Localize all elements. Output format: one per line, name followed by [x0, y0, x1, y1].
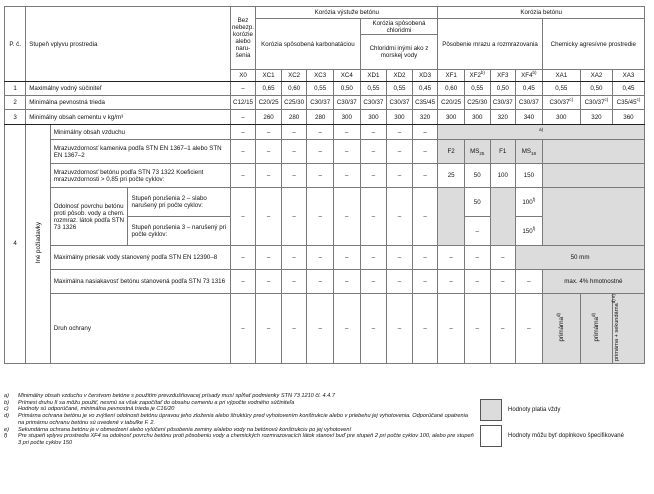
cell: – [387, 270, 413, 294]
chloridmi-ine-header: Chloridmi inými ako z morskej vody [360, 35, 438, 70]
cell: – [412, 125, 438, 140]
row-label: Mrazuvzdornosť kameniva podľa STN EN 1367–1 alebo STN EN 1367–2 [50, 140, 230, 164]
code-xf4: XF4$^{b)}$ [516, 70, 543, 82]
cell: – [333, 188, 360, 246]
cell: – [333, 140, 360, 164]
cell: 0,50 [490, 82, 516, 96]
korozia-betonu-header: Korózia betónu [438, 7, 645, 19]
karbonatacia-header: Korózia spôsobená karbonatáciou [256, 19, 360, 70]
cell: 360 [612, 110, 644, 125]
cell: – [360, 140, 387, 164]
cell: – [230, 82, 256, 96]
row-label: Maximálny priesak vody stanovený podľa STN EN 12390–8 [50, 246, 230, 270]
cell: C30/37 [360, 96, 387, 110]
cell: – [307, 270, 334, 294]
cell-grey: primárna$^{d)}$ [580, 294, 612, 364]
cell: – [256, 164, 282, 188]
footnote: f) Pre stupeň vplyvu prostredia XF4 sa odolnosť povrchu betónu proti pôsobeniu vody a chemických rozmrazovacích látok stanoví buď pre stupeň 2 pri počte cyklov 100, alebo pre stupeň 3 pri počte cyklov 150 [4, 433, 474, 446]
cell: 0,55 [360, 82, 387, 96]
cell: 0,60 [438, 82, 465, 96]
cell: 300 [387, 110, 413, 125]
code-xa1: XA1 [542, 70, 580, 82]
cell: 320 [412, 110, 438, 125]
cell: C25/30 [464, 96, 490, 110]
chem-header: Chemicky agresívne prostredie [542, 19, 644, 70]
cell: 0,55 [307, 82, 334, 96]
row-label: Druh ochrany [50, 294, 230, 364]
row-label: Mrazuvzdornosť betónu podľa STN 73 1322 Koeficient mrazuvzdornosti > 0,85 pri počte cyklov: [50, 164, 230, 188]
cell: – [360, 164, 387, 188]
row-num: 1 [5, 82, 26, 96]
code-xf1: XF1 [438, 70, 465, 82]
cell: – [281, 270, 307, 294]
footnote: a) Minimálny obsah vzduchu v čerstvom betóne s použitím prevzdušňovacej prísady musí spĺňať podmienky STN 73 1210 čl. 4.4.7 [4, 393, 335, 399]
row-sublabel: Stupeň porušenia 3 – narušený pri počte cyklov: [128, 217, 230, 246]
cell: – [387, 188, 413, 246]
cell: – [281, 188, 307, 246]
footnote: b) Prímesi druhu II sa môžu použiť, nesmú sa však započítať do obsahu cementu a pri výpočte vodného súčiniteľa [4, 399, 295, 406]
cell: 0,45 [612, 82, 644, 96]
exposure-class-table [4, 6, 645, 364]
cell: C30/37 [307, 96, 334, 110]
cell-grey [542, 164, 644, 188]
cell: – [412, 188, 438, 246]
cell: – [230, 140, 256, 164]
footnote: c) Hodnoty sú odporúčané, minimálna pevnostná trieda je C16/20 [4, 406, 175, 413]
cell: – [490, 246, 516, 270]
cell: – [256, 246, 282, 270]
code-xa3: XA3 [612, 70, 644, 82]
cell: – [281, 125, 307, 140]
cell: C30/37 [333, 96, 360, 110]
cell: – [516, 270, 543, 294]
cell: 300 [464, 110, 490, 125]
code-xf2: XF2$^{b)}$ [464, 70, 490, 82]
white-swatch-icon [480, 425, 502, 447]
cell: – [464, 217, 490, 246]
code-xd3: XD3 [412, 70, 438, 82]
legend [480, 398, 645, 450]
cell-grey: primárna + sekundárna$^{d) e)}$ [612, 294, 644, 364]
cell: 100$^{f)}$ [516, 188, 543, 217]
cell: – [230, 164, 256, 188]
code-xc4: XC4 [333, 70, 360, 82]
cell: 150 [516, 164, 543, 188]
cell: – [307, 294, 334, 364]
cell-grey: 50 mm [516, 246, 645, 270]
cell: – [412, 140, 438, 164]
cell: 50 [464, 188, 490, 217]
cell: – [387, 164, 413, 188]
cell: – [490, 270, 516, 294]
cell: – [516, 294, 543, 364]
row-beton-mraz [5, 164, 645, 188]
legend-white [480, 424, 645, 448]
row-nasiakavost [5, 270, 645, 294]
cell: – [281, 164, 307, 188]
row-label: Minimálna pevnostná trieda [26, 96, 230, 110]
cell: – [438, 294, 465, 364]
cell: – [333, 246, 360, 270]
cell: – [256, 294, 282, 364]
row-num: 2 [5, 96, 26, 110]
row-1 [5, 82, 645, 96]
cell: – [412, 270, 438, 294]
cell: – [307, 125, 334, 140]
cell: – [281, 246, 307, 270]
korozia-vystuze-header: Korózia výstuže betónu [256, 7, 438, 19]
cell-grey: primárna$^{d)}$ [542, 294, 580, 364]
cell: 320 [580, 110, 612, 125]
cell: 150$^{f)}$ [516, 217, 543, 246]
cell: – [360, 188, 387, 246]
col-bez-header: Bez nebezp. korózie alebo naru-šenia [230, 7, 256, 70]
code-xd1: XD1 [360, 70, 387, 82]
cell: – [387, 246, 413, 270]
cell: – [333, 164, 360, 188]
cell: 0,55 [387, 82, 413, 96]
cell: 100 [490, 164, 516, 188]
cell: 300 [333, 110, 360, 125]
code-xf3: XF3 [490, 70, 516, 82]
cell: – [360, 294, 387, 364]
cell-grey: $MS_{25}$ [464, 140, 490, 164]
cell: 50 [464, 164, 490, 188]
cell: 280 [307, 110, 334, 125]
cell: – [412, 164, 438, 188]
cell-grey: F2 [438, 140, 465, 164]
cell: 0,45 [412, 82, 438, 96]
cell: C35/45$^{c)}$ [612, 96, 644, 110]
cell: 0,65 [256, 82, 282, 96]
cell: – [438, 270, 465, 294]
cell-grey [490, 188, 516, 246]
chloridmi-header: Korózia spôsobená chloridmi [360, 19, 438, 35]
cell-grey: max. 4% hmotnostné [542, 270, 644, 294]
cell: C20/25 [256, 96, 282, 110]
cell: 300 [438, 110, 465, 125]
cell: – [230, 125, 256, 140]
row-kamenivo [5, 140, 645, 164]
cell: 320 [490, 110, 516, 125]
cell: 280 [281, 110, 307, 125]
cell-grey [542, 188, 644, 246]
cell: 300 [542, 110, 580, 125]
col-stupen-header: Stupeň vplyvu prostredia [26, 7, 230, 82]
cell: – [230, 294, 256, 364]
cell: – [307, 140, 334, 164]
cell: – [333, 125, 360, 140]
cell-grey: $MS_{18}$ [516, 140, 543, 164]
cell: – [333, 294, 360, 364]
cell: 0,45 [516, 82, 543, 96]
cell-grey [438, 188, 465, 246]
grey-swatch-icon [480, 399, 502, 421]
cell: 0,50 [580, 82, 612, 96]
legend-grey-label: Hodnoty platia vždy [508, 407, 561, 413]
cell: – [387, 125, 413, 140]
row-vzduch [5, 125, 645, 140]
cell: 0,60 [281, 82, 307, 96]
ine-poziadavky: Iné požiadavky [26, 125, 50, 364]
cell: C20/25 [438, 96, 465, 110]
row-label: Maximálny vodný súčiniteľ [26, 82, 230, 96]
row-odolnost-2 [5, 188, 645, 217]
cell: C12/15 [230, 96, 256, 110]
cell: – [438, 246, 465, 270]
code-xa2: XA2 [580, 70, 612, 82]
cell: – [387, 140, 413, 164]
cell: – [360, 125, 387, 140]
cell: – [412, 246, 438, 270]
cell: C30/37 [387, 96, 413, 110]
cell: – [387, 294, 413, 364]
cell: C30/37$^{c)}$ [542, 96, 580, 110]
cell: C25/30 [281, 96, 307, 110]
cell: – [307, 164, 334, 188]
cell: C30/37 [516, 96, 543, 110]
cell: – [333, 270, 360, 294]
code-xc3: XC3 [307, 70, 334, 82]
legend-white-label: Hodnoty môžu byť doplnkovo špecifikované [508, 433, 624, 439]
footnotes [4, 393, 474, 447]
row-num: 4 [5, 125, 26, 364]
row-sublabel: Stupeň porušenia 2 – slabo narušený pri počte cyklov: [128, 188, 230, 217]
cell: – [464, 246, 490, 270]
cell: 340 [516, 110, 543, 125]
cell: – [490, 294, 516, 364]
cell: – [464, 270, 490, 294]
cell: C30/37 [490, 96, 516, 110]
row-2 [5, 96, 645, 110]
footnote: e) Sekundárna ochrana betónu je v obmedzení alebo vylúčení pôsobenia zeminy a/alebo vody na betónovú konštrukciu po jej vyhotovení [4, 426, 352, 433]
legend-grey [480, 398, 645, 422]
code-x0: X0 [230, 70, 256, 82]
cell: – [464, 294, 490, 364]
cell: – [256, 125, 282, 140]
cell: C30/37$^{c)}$ [580, 96, 612, 110]
row-num: 3 [5, 110, 26, 125]
row-priesak [5, 246, 645, 270]
code-xc1: XC1 [256, 70, 282, 82]
cell: 0,50 [333, 82, 360, 96]
cell: 0,55 [542, 82, 580, 96]
cell: – [307, 246, 334, 270]
cell: C35/45 [412, 96, 438, 110]
cell: – [360, 246, 387, 270]
code-xd2: XD2 [387, 70, 413, 82]
cell-grey: F1 [490, 140, 516, 164]
cell: 300 [360, 110, 387, 125]
mraz-header: Pôsobenie mrazu a rozmrazovania [438, 19, 542, 70]
row-label: Minimálny obsah vzduchu [50, 125, 230, 140]
cell: – [230, 246, 256, 270]
row-3 [5, 110, 645, 125]
cell: – [256, 188, 282, 246]
cell-grey: a) [438, 125, 645, 140]
cell: – [281, 294, 307, 364]
row-label: Odolnosť povrchu betónu proti pôsob. vody a chem. rozmraz. látok podľa STN 73 1326 [50, 188, 128, 246]
cell: – [230, 188, 256, 246]
cell: 260 [256, 110, 282, 125]
cell: – [360, 270, 387, 294]
cell: 0,55 [464, 82, 490, 96]
cell: – [256, 140, 282, 164]
cell: – [307, 188, 334, 246]
cell: – [256, 270, 282, 294]
cell-grey [542, 140, 644, 164]
cell: – [281, 140, 307, 164]
cell: – [230, 110, 256, 125]
cell: – [412, 294, 438, 364]
cell: – [230, 270, 256, 294]
row-label: Minimálny obsah cementu v kg/m³ [26, 110, 230, 125]
code-xc2: XC2 [281, 70, 307, 82]
cell: 25 [438, 164, 465, 188]
col-pc-header: P. č. [5, 7, 26, 82]
row-ochrana [5, 294, 645, 364]
row-label: Maximálna nasiakavosť betónu stanovená podľa STN 73 1316 [50, 270, 230, 294]
footnote: d) Primárna ochrana betónu je vo zvýšení odolnosti betónu úpravou jeho zloženia alebo štruktúry pred vyhotovením konštrukcie alebo v priebehu jej vyhotovenia. Odporúčané opatrenia na primárnu ochranu betónu sú uvedené v tabuľke F. 2. [4, 413, 468, 426]
